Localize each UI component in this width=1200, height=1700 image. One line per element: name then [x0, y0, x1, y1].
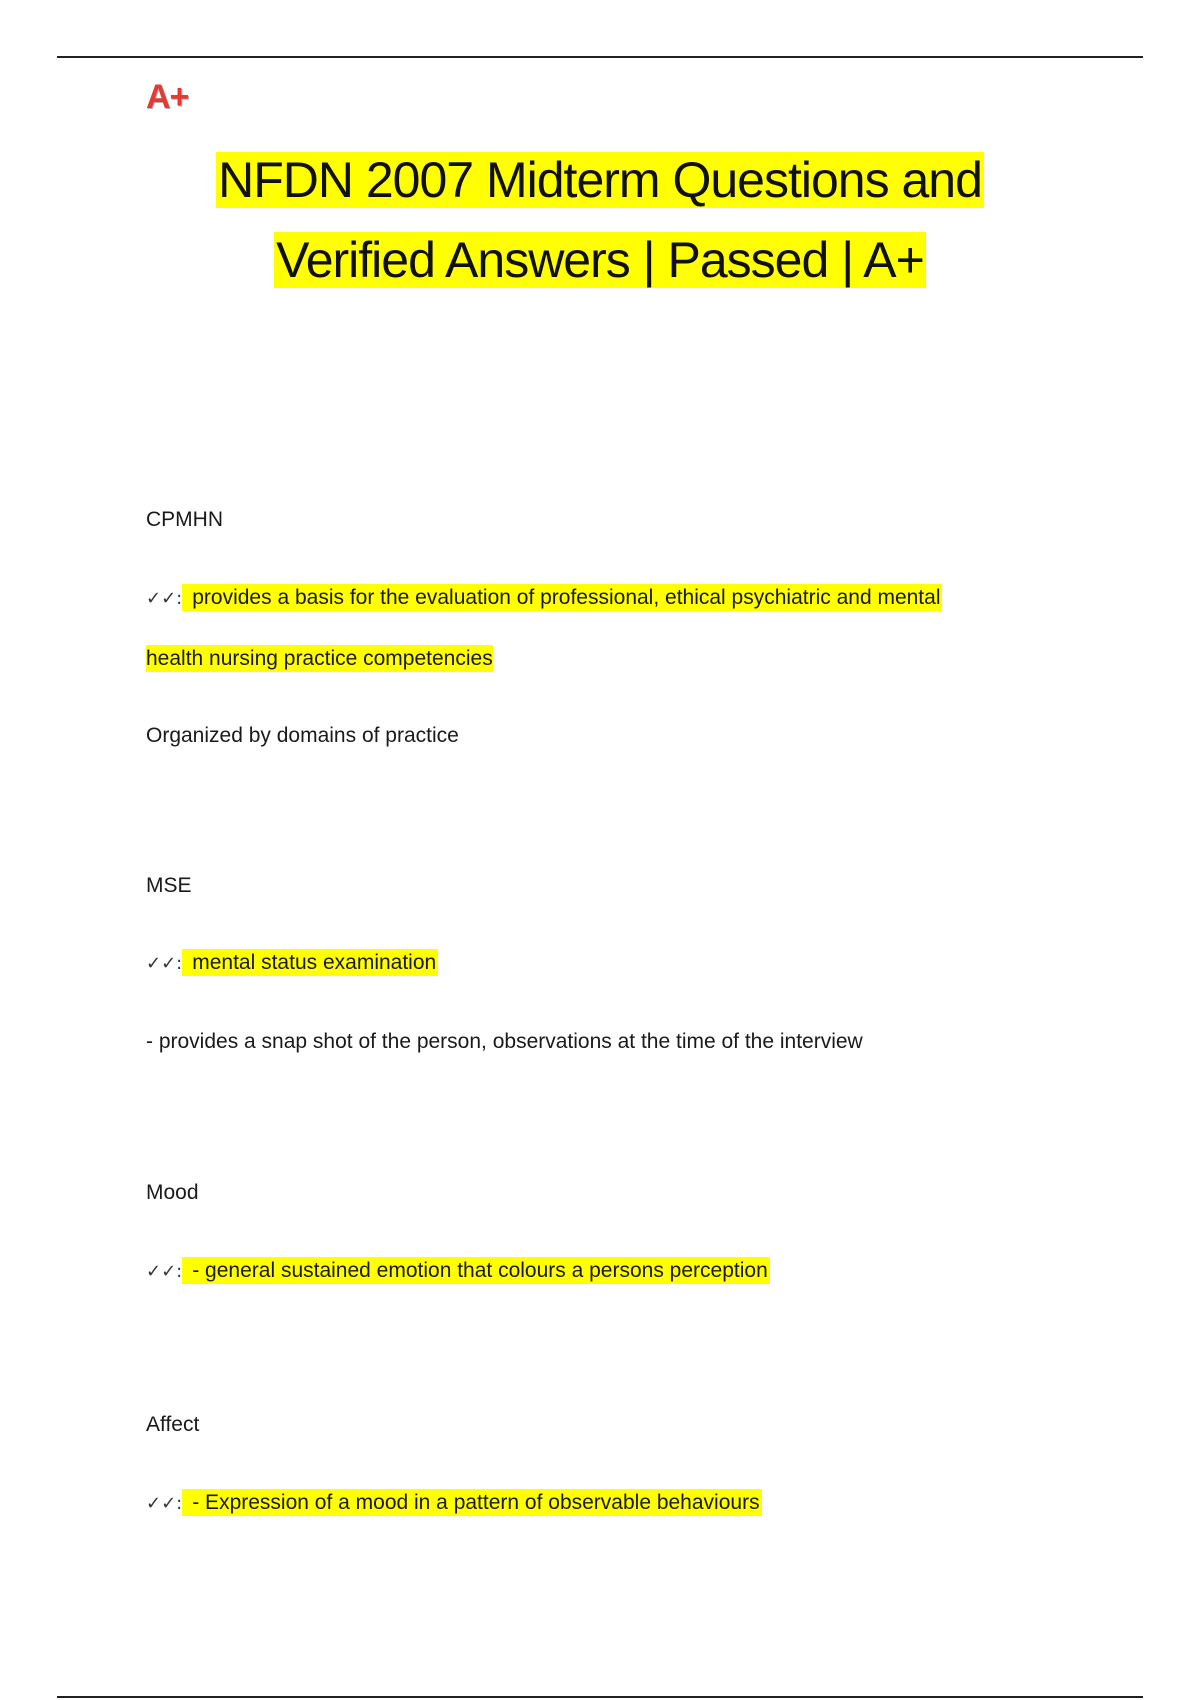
qa-entry-affect	[146, 1410, 1046, 1440]
term: Affect	[146, 1413, 200, 1436]
bottom-rule	[57, 1696, 1143, 1698]
note-text: - provides a snap shot of the person, observations at the time of the interview	[146, 1030, 863, 1053]
answer-text: - general sustained emotion that colours a persons perception	[182, 1257, 770, 1284]
double-check-icon: ✓✓:	[146, 953, 183, 974]
answer-text: provides a basis for the evaluation of professional, ethical psychiatric and mental	[182, 584, 942, 611]
answer-block	[146, 948, 1046, 979]
note-text: Organized by domains of practice	[146, 724, 459, 747]
note	[146, 1027, 1046, 1057]
double-check-icon: ✓✓:	[146, 1261, 183, 1282]
top-rule	[57, 56, 1143, 58]
answer-continuation	[146, 644, 1046, 674]
qa-entry-mse	[146, 871, 1046, 901]
qa-entry-mood	[146, 1178, 1046, 1208]
answer-block	[146, 1256, 1046, 1287]
term: Mood	[146, 1181, 199, 1204]
title-line-2: Verified Answers | Passed | A+	[276, 232, 924, 288]
grade-badge: A+	[146, 78, 189, 116]
term: MSE	[146, 874, 192, 897]
note	[146, 721, 1046, 751]
double-check-icon: ✓✓:	[146, 588, 183, 609]
answer-block	[146, 1488, 1046, 1519]
double-check-icon: ✓✓:	[146, 1493, 183, 1514]
answer-text: - Expression of a mood in a pattern of observable behaviours	[182, 1489, 761, 1516]
answer-text-continued: health nursing practice competencies	[146, 647, 493, 670]
term: CPMHN	[146, 508, 223, 531]
answer-text: mental status examination	[182, 949, 438, 976]
answer-block	[146, 583, 1046, 614]
qa-entry-cpmhn	[146, 505, 1046, 535]
document-title	[0, 140, 1200, 300]
title-line-1: NFDN 2007 Midterm Questions and	[218, 152, 982, 208]
